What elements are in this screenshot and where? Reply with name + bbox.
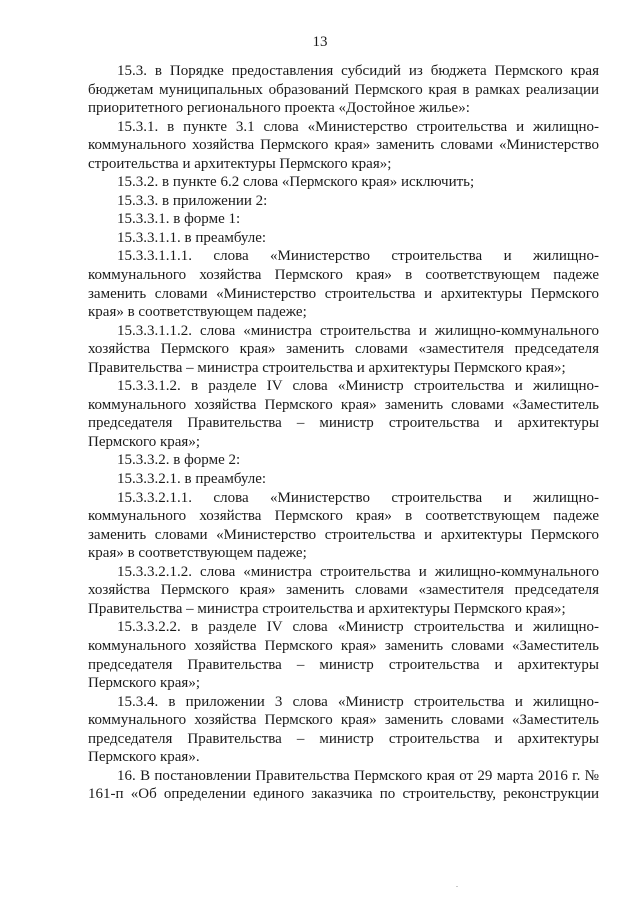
paragraph: 15.3.1. в пункте 3.1 слова «Министерство строительства и жилищно-коммунального хозяйства Пермского края» заменить словами «Министерство строительства и архитектуры Пермского края»;	[88, 118, 599, 172]
paragraph: 15.3.2. в пункте 6.2 слова «Пермского края» исключить;	[117, 174, 475, 191]
paragraph: 16. В постановлении Правительства Пермского края от 29 марта 2016 г. № 161-п «Об определении единого заказчика по строительству, реконструкции	[88, 767, 599, 803]
paragraph: 15.3.4. в приложении 3 слова «Министр строительства и жилищно-коммунального хозяйства Пермского края» заменить словами «Заместитель председателя Правительства – министр строительства и архитектуры Пермского края».	[88, 693, 599, 766]
paragraph: 15.3.3.2.2. в разделе IV слова «Министр строительства и жилищно-коммунального хозяйства Пермского края» заменить словами «Заместитель председателя Правительства – министр строительства и архитектуры Пермского края»;	[88, 619, 599, 692]
paragraph: 15.3. в Порядке предоставления субсидий из бюджета Пермского края бюджетам муниципальных образований Пермского края в рамках реализации приоритетного регионального проекта «Достойное жилье»:	[88, 63, 599, 117]
paragraph: 15.3.3. в приложении 2:	[117, 192, 268, 209]
paragraph: 15.3.3.1. в форме 1:	[117, 211, 241, 228]
paragraph: 15.3.3.2.1.1. слова «Министерство строительства и жилищно-коммунального хозяйства Пермского края» в соответствующем падеже заменить словами «Министерство строительства и архитектуры Пермского края» в соответствующем падеже;	[88, 489, 599, 562]
paragraph: 15.3.3.2.1. в преамбуле:	[117, 471, 267, 488]
paragraph: 15.3.3.1.2. в разделе IV слова «Министр строительства и жилищно-коммунального хозяйства Пермского края» заменить словами «Заместитель председателя Правительства – министр строительства и архитектуры Пермского края»;	[88, 378, 599, 450]
paragraph: 15.3.3.2.1.2. слова «министра строительства и жилищно-коммунального хозяйства Пермского края» заменить словами «заместителя председателя Правительства – министра строительства и архитектуры Пермского края»;	[88, 563, 599, 617]
paragraph: 15.3.3.1.1. в преамбуле:	[117, 229, 267, 246]
paragraph: 15.3.3.1.1.2. слова «министра строительства и жилищно-коммунального хозяйства Пермского края» заменить словами «заместителя председателя Правительства – министра строительства и архитектуры Пермского края»;	[88, 322, 599, 376]
document-body	[88, 62, 599, 804]
paragraph: 15.3.3.2. в форме 2:	[117, 452, 241, 469]
scan-speck	[456, 886, 458, 887]
paragraph: 15.3.3.1.1.1. слова «Министерство строительства и жилищно-коммунального хозяйства Пермского края» в соответствующем падеже заменить словами «Министерство строительства и архитектуры Пермского края» в соответствующем падеже;	[88, 248, 599, 321]
page-number: 13	[312, 34, 328, 50]
